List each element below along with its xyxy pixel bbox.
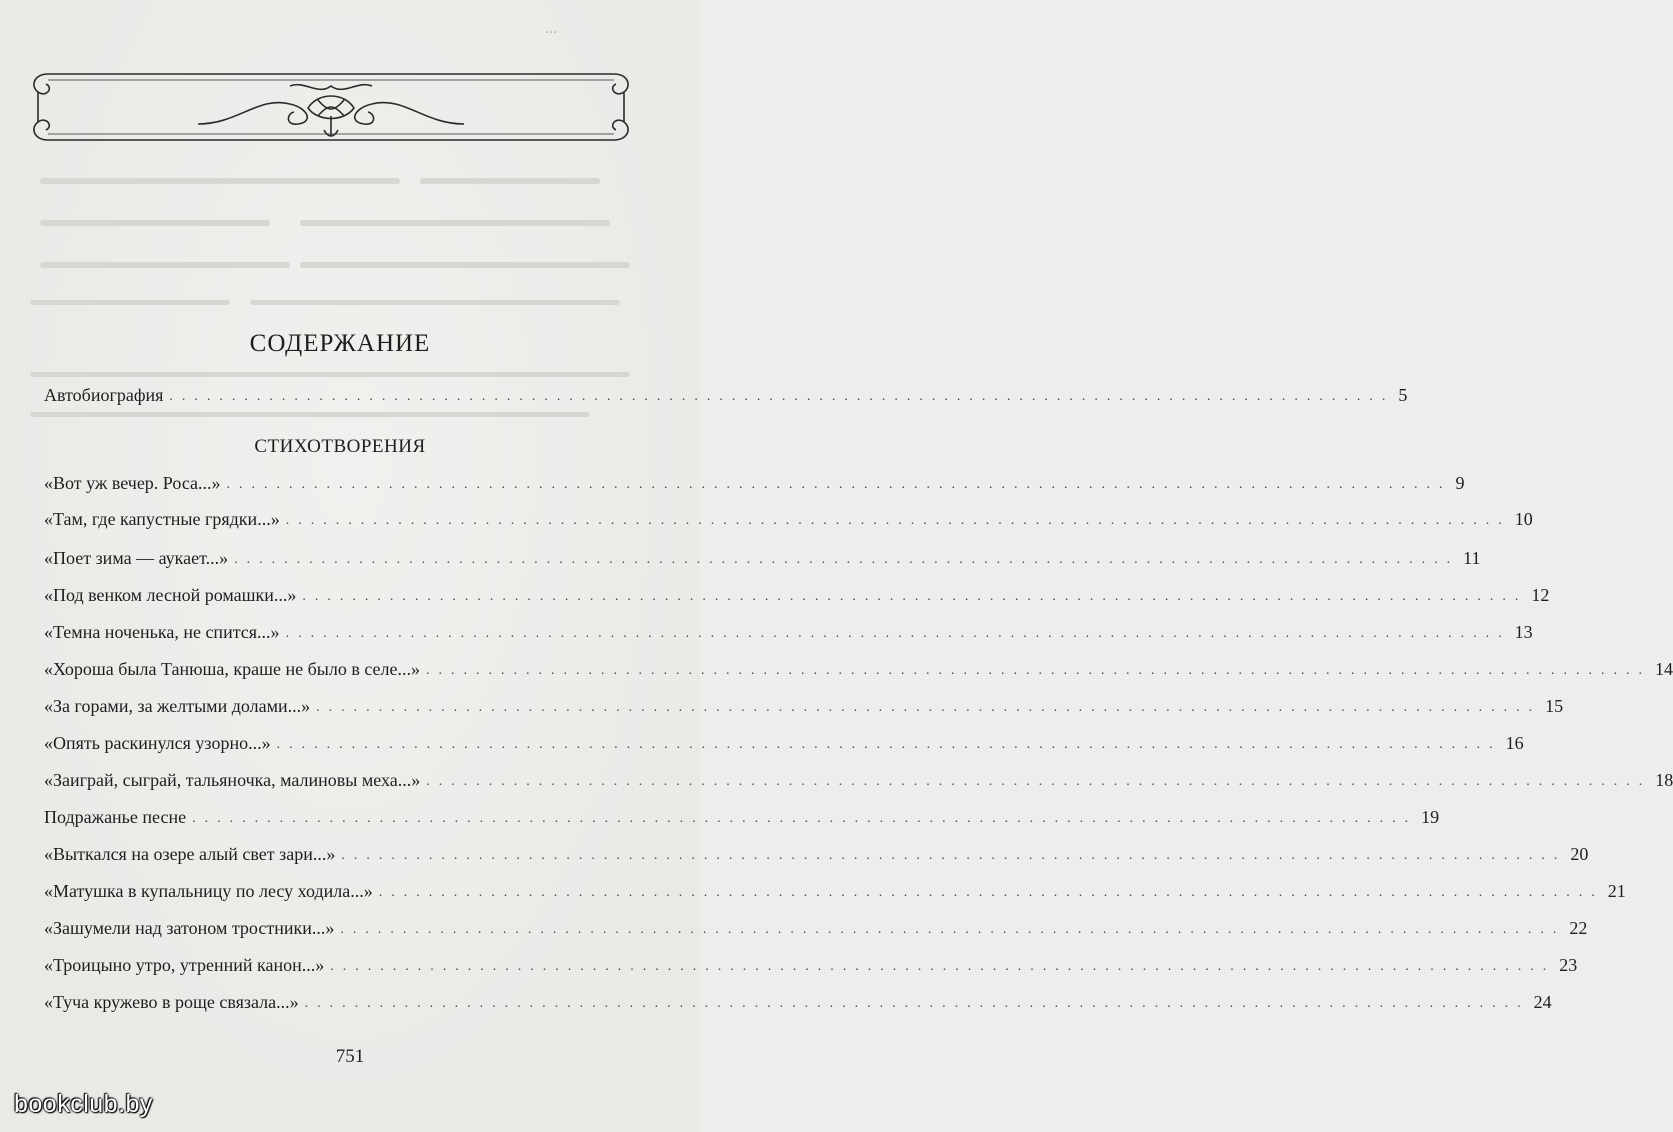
toc-entry-page: 22: [1569, 918, 1588, 938]
toc-entry-page: 11: [1463, 548, 1481, 568]
toc-entry-text: «Темна ноченька, не спится...»: [44, 622, 280, 642]
toc-entry-text: «Матушка в купальницу по лесу ходила...»: [44, 881, 373, 901]
leader-dots: ..................................................................................................: [341, 848, 1567, 863]
leader-dots: ..................................................................................................: [304, 996, 1530, 1011]
leader-dots: ..................................................................................................: [285, 626, 1511, 641]
toc-entry-text: «Заиграй, сыграй, тальяночка, малиновы меха...»: [44, 770, 421, 790]
toc-entry[interactable]: [44, 804, 1440, 828]
toc-entry-text: «Поет зима — аукает...»: [44, 548, 229, 568]
toc-entry-page: 21: [1607, 881, 1626, 901]
leader-dots: ..................................................................................................: [226, 477, 1452, 492]
toc-entry-text: «Вот уж вечер. Роса...»: [44, 473, 221, 493]
toc-entry-text: «За горами, за желтыми долами...»: [44, 696, 311, 716]
leader-dots: ..................................................................................................: [169, 389, 1395, 404]
toc-title: СОДЕРЖАНИЕ: [249, 330, 431, 357]
leader-dots: ..................................................................................................: [426, 663, 1652, 678]
toc-entry-page: 19: [1421, 807, 1440, 827]
toc-entry-text: «Зашумели над затоном тростники...»: [44, 918, 335, 938]
toc-entry-page: 13: [1514, 622, 1533, 642]
toc-entry-text: «Там, где капустные грядки...»: [44, 509, 280, 529]
running-head: ...: [545, 20, 557, 37]
toc-entry-page: 20: [1570, 844, 1589, 864]
toc-entry[interactable]: [44, 989, 1552, 1013]
section-title: СТИХОТВОРЕНИЯ: [254, 436, 426, 457]
toc-entry-page: 24: [1533, 992, 1552, 1012]
leader-dots: ..................................................................................................: [302, 589, 1528, 604]
leader-dots: ..................................................................................................: [234, 552, 1460, 567]
leader-dots: ..................................................................................................: [330, 959, 1556, 974]
leader-dots: ..................................................................................................: [285, 513, 1511, 528]
toc-entry-text: «Хороша была Танюша, краше не было в селе...»: [44, 659, 421, 679]
toc-entry-page: 15: [1545, 696, 1564, 716]
leader-dots: ..................................................................................................: [340, 922, 1566, 937]
toc-entry-text: «Под венком лесной ромашки...»: [44, 585, 297, 605]
toc-entry[interactable]: [44, 545, 1481, 569]
leader-dots: ..................................................................................................: [192, 811, 1418, 826]
toc-entry[interactable]: [44, 582, 1550, 606]
toc-entry-text: «Выткался на озере алый свет зари...»: [44, 844, 336, 864]
toc-entry[interactable]: [44, 915, 1588, 939]
toc-entry-page: 16: [1505, 733, 1524, 753]
toc-entry-page: 10: [1514, 509, 1533, 529]
toc-entry[interactable]: [44, 878, 1626, 902]
toc-entry-text: «Троицыно утро, утренний канон...»: [44, 955, 325, 975]
toc-entry-autobiography[interactable]: [44, 382, 1408, 406]
toc-entry-page: 23: [1559, 955, 1578, 975]
toc-entry[interactable]: [44, 470, 1465, 494]
toc-entry[interactable]: [44, 619, 1533, 643]
toc-entry-text: «Опять раскинулся узорно...»: [44, 733, 271, 753]
toc-entry[interactable]: [44, 841, 1589, 865]
toc-entry-page: 9: [1455, 473, 1465, 493]
toc-entry[interactable]: [44, 730, 1524, 754]
leader-dots: ..................................................................................................: [316, 700, 1542, 715]
toc-entry-page: 5: [1398, 385, 1408, 405]
toc-entry-text: Подражанье песне: [44, 807, 187, 827]
page-number: 751: [335, 1046, 365, 1067]
toc-entry-page: 12: [1531, 585, 1550, 605]
toc-entry[interactable]: [44, 952, 1578, 976]
toc-entry[interactable]: [44, 767, 1673, 791]
toc-entry-page: 14: [1655, 659, 1673, 679]
toc-entry-text: «Туча кружево в роще связала...»: [44, 992, 299, 1012]
toc-entry[interactable]: [44, 656, 1673, 680]
site-watermark: bookclub.by: [14, 1090, 153, 1118]
ornamental-frame: [28, 56, 634, 156]
toc-entry[interactable]: [44, 693, 1564, 717]
toc-entry-page: 18: [1655, 770, 1673, 790]
toc-entry-text: Автобиография: [44, 385, 164, 405]
leader-dots: ..................................................................................................: [276, 737, 1502, 752]
leader-dots: ..................................................................................................: [378, 885, 1604, 900]
leader-dots: ..................................................................................................: [426, 774, 1652, 789]
toc-entry[interactable]: [44, 506, 1533, 530]
